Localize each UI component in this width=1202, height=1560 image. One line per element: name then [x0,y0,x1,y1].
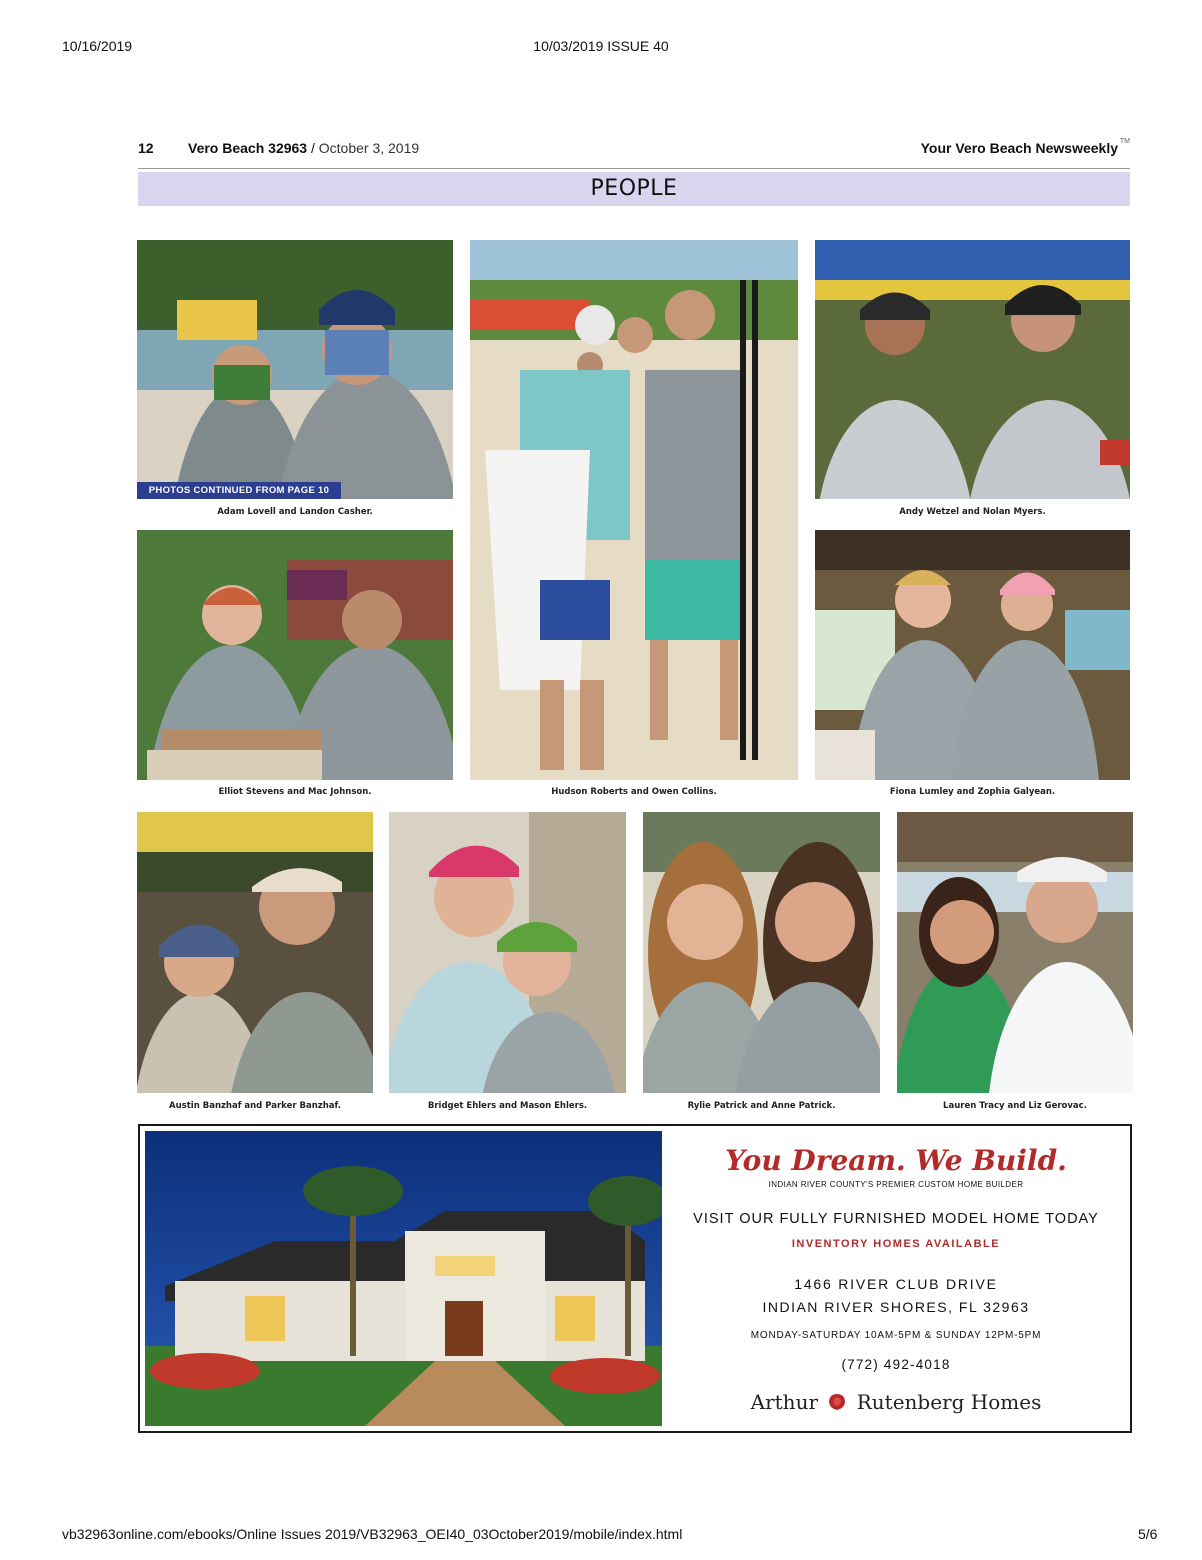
model-home-photo [145,1131,662,1426]
photo-caption: Bridget Ehlers and Mason Ehlers. [427,1101,588,1111]
issue-date: October 3, 2019 [318,140,420,156]
photos-continued-banner: PHOTOS CONTINUED FROM PAGE 10 [137,482,341,499]
trademark: TM [1119,138,1130,145]
photo-caption: Austin Banzhaf and Parker Banzhaf. [169,1101,341,1111]
photo-adam-lovell-landon-casher [137,240,453,499]
ad-copy [662,1126,1130,1431]
print-title: 10/03/2019 ISSUE 40 [533,38,669,54]
publication-line: Vero Beach 32963 / October 3, 2019 [188,140,420,156]
ad-slogan: You Dream. We Build. [725,1144,1067,1177]
page-number: 12 [138,140,154,156]
photo-austin-banzhaf-parker-banzhaf [137,812,373,1093]
print-url: vb32963online.com/ebooks/Online Issues 2019/VB32963_OEI40_03October2019/mobile/index.html [62,1526,683,1542]
ad-brand-logo [662,1390,1130,1414]
photo-lauren-tracy-liz-gerovac [897,812,1133,1093]
photo-caption: Rylie Patrick and Anne Patrick. [687,1101,836,1111]
rose-icon [826,1392,848,1412]
page-header [138,138,1130,160]
photo-fiona-lumley-zophia-galyean [815,530,1130,780]
section-title: PEOPLE [138,172,1130,206]
arthur-rutenberg-homes-ad [138,1124,1132,1433]
brand-name-right: Rutenberg Homes [856,1390,1042,1414]
photo-elliot-stevens-mac-johnson [137,530,453,780]
photo-bridget-ehlers-mason-ehlers [389,812,626,1093]
ad-inventory-line: INVENTORY HOMES AVAILABLE [791,1238,1001,1250]
ad-subtitle: INDIAN RIVER COUNTY'S PREMIER CUSTOM HOME BUILDER [768,1180,1024,1189]
photo-caption: Andy Wetzel and Nolan Myers. [899,507,1046,517]
publication-name: Vero Beach 32963 [188,140,308,156]
ad-address-line1: 1466 RIVER CLUB DRIVE [794,1276,998,1292]
print-date: 10/16/2019 [62,38,133,54]
photo-caption: Fiona Lumley and Zophia Galyean. [889,787,1056,797]
ad-phone: (772) 492-4018 [841,1357,951,1372]
photo-hudson-roberts-owen-collins [470,240,798,780]
header-rule [138,168,1130,169]
brand-name-left: Arthur [750,1390,819,1414]
photo-caption: Adam Lovell and Landon Casher. [217,507,373,517]
photo-caption: Elliot Stevens and Mac Johnson. [218,787,372,797]
photo-caption: Lauren Tracy and Liz Gerovac. [943,1101,1087,1111]
photo-andy-wetzel-nolan-myers [815,240,1130,499]
print-page-count: 5/6 [1138,1526,1158,1542]
photo-caption: Hudson Roberts and Owen Collins. [551,787,717,797]
ad-hours: MONDAY-SATURDAY 10AM-5PM & SUNDAY 12PM-5PM [750,1330,1042,1341]
photo-rylie-patrick-anne-patrick [643,812,880,1093]
tagline: Your Vero Beach Newsweekly [920,140,1118,156]
ad-address-line2: INDIAN RIVER SHORES, FL 32963 [762,1299,1030,1315]
ad-visit-line: VISIT OUR FULLY FURNISHED MODEL HOME TODAY [693,1211,1099,1227]
